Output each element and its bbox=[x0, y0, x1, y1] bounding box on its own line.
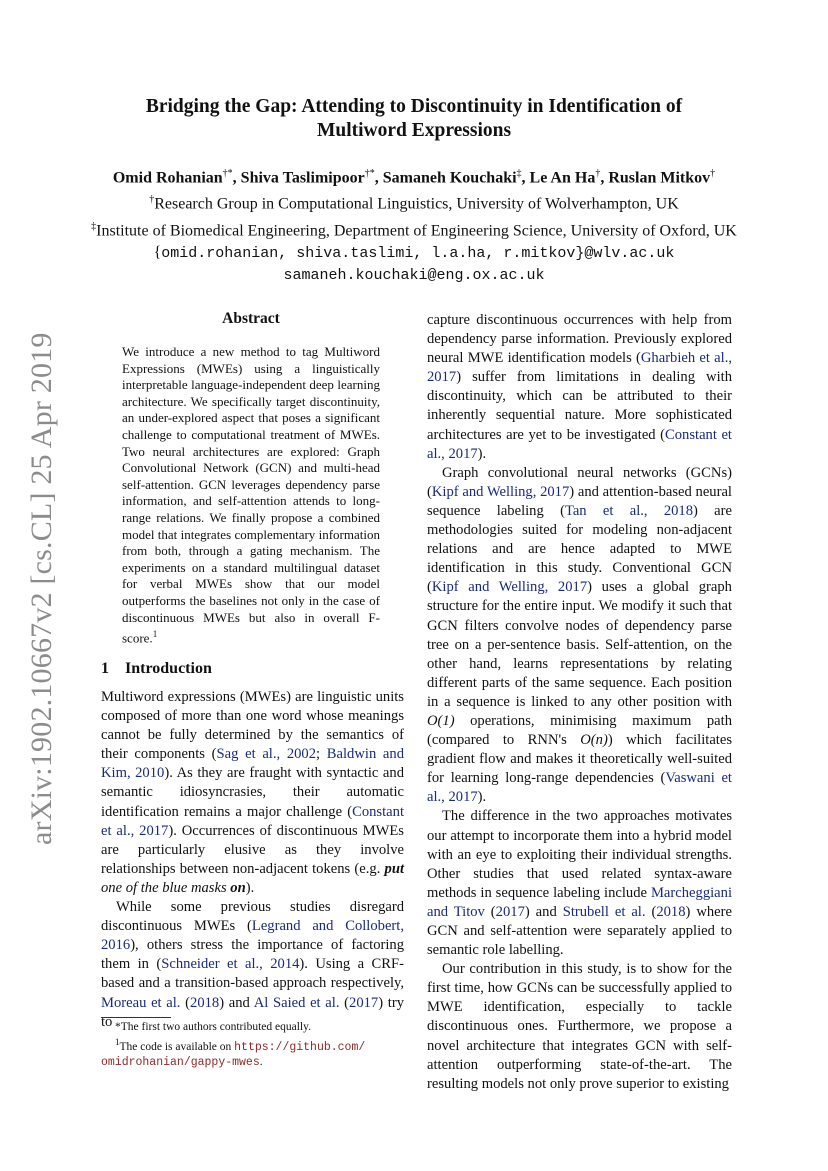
citation-link[interactable]: Kipf and Welling, 2017 bbox=[431, 483, 570, 500]
footnote-rule bbox=[101, 1017, 171, 1018]
math-inline: O(n) bbox=[580, 732, 608, 749]
affiliation-mark: ‡ bbox=[91, 220, 97, 232]
paragraph: Our contribution in this study, is to show for the first time, how GCNs can be successfully applied to MWE identification, especially to tackle discontinuous ones. Furthermore, we propose a novel architecture that integrates GCN with self-attention outperforming state-of-the-art. The resulting models not only prove superior to existing bbox=[427, 961, 732, 1092]
affiliation-text: Institute of Biomedical Engineering, Department of Engineering Science, University of Oxford, UK bbox=[96, 221, 737, 239]
footnote-mark: 1 bbox=[152, 629, 158, 640]
citation-year-link[interactable]: 2017 bbox=[349, 994, 379, 1011]
paragraph: Graph convolutional neural networks (GCNs) (Kipf and Welling, 2017) and attention-based neural sequence labeling (Tan et al., 2018) are methodologies suited for modeling non-adjacent relations and are hence adapted to MWE identification in this study. Conventional GCN (Kipf and Welling, 2017) uses a global graph structure for the entire input. We modify it such that GCN filters convolve nodes of dependency parse tree on a per-sentence basis. Self-attention, on the other hand, learns representations by relating different parts of the same sequence. Each position in a sequence is linked to any other position with O(1) operations, minimising maximum path (compared to RNN's O(n)) which facilitates gradient flow and makes it theoretically well-suited for learning long-range dependencies (Vaswani et al., 2017). bbox=[427, 464, 733, 806]
affiliation-text: Research Group in Computational Linguistics, University of Wolverhampton, UK bbox=[154, 195, 679, 213]
arxiv-stamp: arXiv:1902.10667v2 [cs.CL] 25 Apr 2019 bbox=[25, 332, 58, 845]
section-number: 1 bbox=[101, 660, 109, 677]
title-line-2: Multiword Expressions bbox=[316, 120, 512, 141]
right-column bbox=[427, 311, 732, 1094]
paper-title bbox=[80, 95, 748, 143]
footnote-equal-contrib: *The first two authors contributed equally. bbox=[115, 1021, 311, 1033]
citation-link[interactable]: Baldwin and Kim, 2010 bbox=[101, 746, 404, 782]
citation-link[interactable]: Strubell et al. bbox=[562, 903, 646, 920]
citation-link[interactable]: Sag et al., 2002 bbox=[216, 746, 317, 763]
citation-year-link[interactable]: 2018 bbox=[656, 903, 686, 920]
section-title: Introduction bbox=[125, 660, 212, 677]
email-domain: }@wlv.ac.uk bbox=[575, 244, 675, 262]
author-block bbox=[60, 163, 768, 287]
abstract-body bbox=[122, 344, 380, 647]
affiliation-1 bbox=[60, 189, 768, 215]
paragraph: While some previous studies disregard discontinuous MWEs (Legrand and Collobert, 2016), others stress the importance of factoring them in (Schneider et al., 2014). Using a CRF-based and a transition-based approach respectively, Moreau et al. (2018) and Al Saied et al. (2017) try to bbox=[101, 899, 404, 1030]
citation-link[interactable]: Gharbieh et al., 2017 bbox=[427, 350, 732, 386]
author-mark: ‡ bbox=[516, 168, 522, 179]
affiliation-2 bbox=[60, 216, 768, 242]
footnote-code: $^1$The code is available on https://github.com/ omidrohanian/gappy-mwes. bbox=[101, 1037, 366, 1069]
citation-link[interactable]: Vaswani et al., 2017 bbox=[427, 770, 732, 806]
author-mark: † bbox=[710, 168, 716, 179]
abstract-heading: Abstract bbox=[222, 310, 280, 327]
citation-link[interactable]: Tan et al., 2018 bbox=[564, 502, 694, 519]
citation-year-link[interactable]: 2018 bbox=[190, 994, 220, 1011]
email-list: omid.rohanian, shiva.taslimi, l.a.ha, r.mitkov bbox=[161, 244, 576, 262]
code-url-link-cont[interactable]: omidrohanian/gappy-mwes bbox=[101, 1055, 260, 1069]
math-inline: O(1) bbox=[427, 712, 455, 729]
author-name: Omid Rohanian bbox=[112, 169, 223, 187]
email-line-2: samaneh.kouchaki@eng.ox.ac.uk bbox=[283, 266, 545, 284]
author-name: Shiva Taslimipoor bbox=[240, 169, 365, 187]
author-name: Le An Ha bbox=[529, 169, 596, 187]
citation-link[interactable]: Constant et al., 2017 bbox=[427, 426, 732, 462]
author-mark: †* bbox=[364, 168, 375, 179]
code-url-link[interactable]: https://github.com/ bbox=[234, 1040, 366, 1054]
section-heading bbox=[101, 660, 212, 678]
left-column bbox=[101, 688, 404, 1032]
author-name: Ruslan Mitkov bbox=[608, 169, 711, 187]
email-line-1 bbox=[60, 242, 768, 265]
author-names: Omid Rohanian†*, Shiva Taslimipoor†*, Samaneh Kouchaki‡, Le An Ha†, Ruslan Mitkov† bbox=[112, 168, 716, 187]
paragraph: The difference in the two approaches motivates our attempt to incorporate them into a hybrid model with an eye to exploiting their individual strengths. Other studies that used related syntax-aware methods in sequence labeling include Marcheggiani and Titov (2017) and Strubell et al. (2018) where GCN and self-attention were separately applied to semantic role labelling. bbox=[427, 808, 732, 959]
abstract-text: We introduce a new method to tag Multiword Expressions (MWEs) using a linguistically interpretable language-independent deep learning architecture. We specifically target discontinuity, an under-explored aspect that poses a significant challenge to computational treatment of MWEs. Two neural architectures are explored: Graph Convolutional Network (GCN) and multi-head self-attention. GCN leverages dependency parse information, and self-attention attends to long-range relations. We finally propose a combined model that integrates complementary information from both, through a gating mechanism. The experiments on a standard multilingual dataset for verbal MWEs show that our model outperforms the baselines not only in the case of discontinuous MWEs but also in overall F-score. bbox=[122, 344, 380, 646]
citation-link[interactable]: Kipf and Welling, 2017 bbox=[431, 579, 588, 596]
author-mark: † bbox=[595, 168, 601, 179]
citation-link[interactable]: Marcheggiani and Titov bbox=[427, 884, 732, 920]
citation-link[interactable]: Moreau et al. bbox=[101, 994, 181, 1011]
title-line-1: Bridging the Gap: Attending to Discontinuity in Identification of bbox=[145, 96, 683, 117]
footnote-mark: 1 bbox=[115, 1037, 120, 1047]
citation-link[interactable]: Legrand and Collobert, 2016 bbox=[101, 918, 404, 954]
citation-year-link[interactable]: 2017 bbox=[495, 903, 525, 920]
citation-link[interactable]: Al Saied et al. bbox=[253, 994, 340, 1011]
affiliation-mark: † bbox=[149, 194, 155, 206]
citation-link[interactable]: Constant et al., 2017 bbox=[101, 803, 404, 839]
author-name: Samaneh Kouchaki bbox=[382, 169, 517, 187]
citation-link[interactable]: Schneider et al., 2014 bbox=[161, 956, 300, 973]
email-brace: { bbox=[153, 243, 162, 261]
author-mark: †* bbox=[222, 168, 233, 179]
paragraph: capture discontinuous occurrences with help from dependency parse information. Previously explored neural MWE identification models (Gharbieh et al., 2017) suffer from limitations in dealing with discontinuity, which can be attributed to their inherently sequential nature. More sophisticated architectures are yet to be investigated (Constant et al., 2017). bbox=[427, 312, 732, 462]
footnotes bbox=[101, 1020, 404, 1070]
paragraph: Multiword expressions (MWEs) are linguistic units composed of more than one word whose meanings cannot be fully determined by the semantics of their components (Sag et al., 2002; Baldwin and Kim, 2010). As they are fraught with syntactic and semantic idiosyncrasies, their automatic identification remains a major challenge (Constant et al., 2017). Occurrences of discontinuous MWEs are particularly elusive as they involve relationships between non-adjacent tokens (e.g. put one of the blue masks on). bbox=[101, 689, 404, 896]
